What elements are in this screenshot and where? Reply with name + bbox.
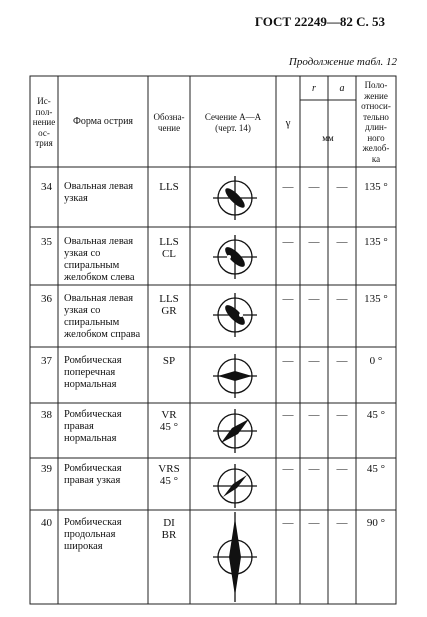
row-36-position: 135 ° <box>364 293 388 305</box>
row-39-a: — <box>336 463 348 475</box>
row-39-gamma: — <box>282 463 294 475</box>
row-35-shape: Овальная левая узкая со спиральным желобком слева <box>64 236 135 283</box>
row-39-code: VRS 45 ° <box>158 463 180 487</box>
row-37-gamma: — <box>282 355 294 367</box>
oval-spiral-left-section-icon <box>213 235 257 279</box>
column-header-execution: Ис- пол- нение ос- трия <box>32 96 56 148</box>
row-34-code: LLS <box>159 181 179 193</box>
row-34-a: — <box>336 181 348 193</box>
row-34-shape: Овальная левая узкая <box>64 181 134 204</box>
row-40-gamma: — <box>282 517 294 529</box>
column-header-a: a <box>339 83 345 94</box>
row-37-r: — <box>308 355 320 367</box>
row-35-code: LLS CL <box>159 236 179 260</box>
column-header-position: Поло- жение относи- тельно длин- ного желоб- ка <box>361 80 391 164</box>
row-34-r: — <box>308 181 320 193</box>
row-39-r: — <box>308 463 320 475</box>
row-34-position: 135 ° <box>364 181 388 193</box>
row-38-number: 38 <box>41 409 52 421</box>
row-36-gamma: — <box>282 293 294 305</box>
row-40-number: 40 <box>41 517 52 529</box>
row-36-shape: Овальная левая узкая со спиральным желобком справа <box>64 293 141 340</box>
row-40-position: 90 ° <box>366 517 386 529</box>
column-header-r: r <box>312 83 316 94</box>
row-39-shape: Ромбическая правая узкая <box>64 463 122 486</box>
row-40-shape: Ромбическая продольная широкая <box>64 517 122 552</box>
row-35-position: 135 ° <box>364 236 388 248</box>
row-40-a: — <box>336 517 348 529</box>
row-38-r: — <box>308 409 320 421</box>
column-header-section: Сечение А—А (черт. 14) <box>204 112 262 133</box>
row-36-a: — <box>336 293 348 305</box>
row-37-position: 0 ° <box>369 355 383 367</box>
rhombic-right-narrow-section-icon <box>213 464 257 508</box>
column-header-unit: мм <box>322 133 334 143</box>
column-header-gamma: γ <box>285 117 291 129</box>
row-36-code: LLS GR <box>159 293 179 317</box>
column-header-shape: Форма острия <box>72 116 134 127</box>
row-35-number: 35 <box>41 236 52 248</box>
page-header: ГОСТ 22249—82 С. 53 <box>254 14 385 29</box>
row-38-shape: Ромбическая правая нормальная <box>64 409 122 444</box>
row-38-gamma: — <box>282 409 294 421</box>
row-37-shape: Ромбическая поперечная нормальная <box>64 355 122 390</box>
row-40-code: DI BR <box>161 517 177 541</box>
rhombic-transverse-section-icon <box>213 354 257 398</box>
row-37-code: SP <box>162 355 176 367</box>
oval-narrow-left-section-icon <box>213 176 257 220</box>
row-34-gamma: — <box>282 181 294 193</box>
row-36-r: — <box>308 293 320 305</box>
column-header-code: Обозна- чение <box>153 112 185 133</box>
row-36-number: 36 <box>41 293 52 305</box>
row-35-r: — <box>308 236 320 248</box>
row-34-number: 34 <box>41 181 52 193</box>
row-38-a: — <box>336 409 348 421</box>
table-continuation-label: Продолжение табл. 12 <box>288 56 397 68</box>
row-37-a: — <box>336 355 348 367</box>
row-35-gamma: — <box>282 236 294 248</box>
row-35-a: — <box>336 236 348 248</box>
row-37-number: 37 <box>41 355 52 367</box>
row-38-position: 45 ° <box>366 409 386 421</box>
row-39-number: 39 <box>41 463 52 475</box>
oval-spiral-right-section-icon <box>213 293 257 337</box>
rhombic-right-normal-section-icon <box>213 409 257 453</box>
row-39-position: 45 ° <box>366 463 386 475</box>
row-38-code: VR 45 ° <box>159 409 179 433</box>
rhombic-longitudinal-wide-section-icon <box>213 512 257 602</box>
row-40-r: — <box>308 517 320 529</box>
